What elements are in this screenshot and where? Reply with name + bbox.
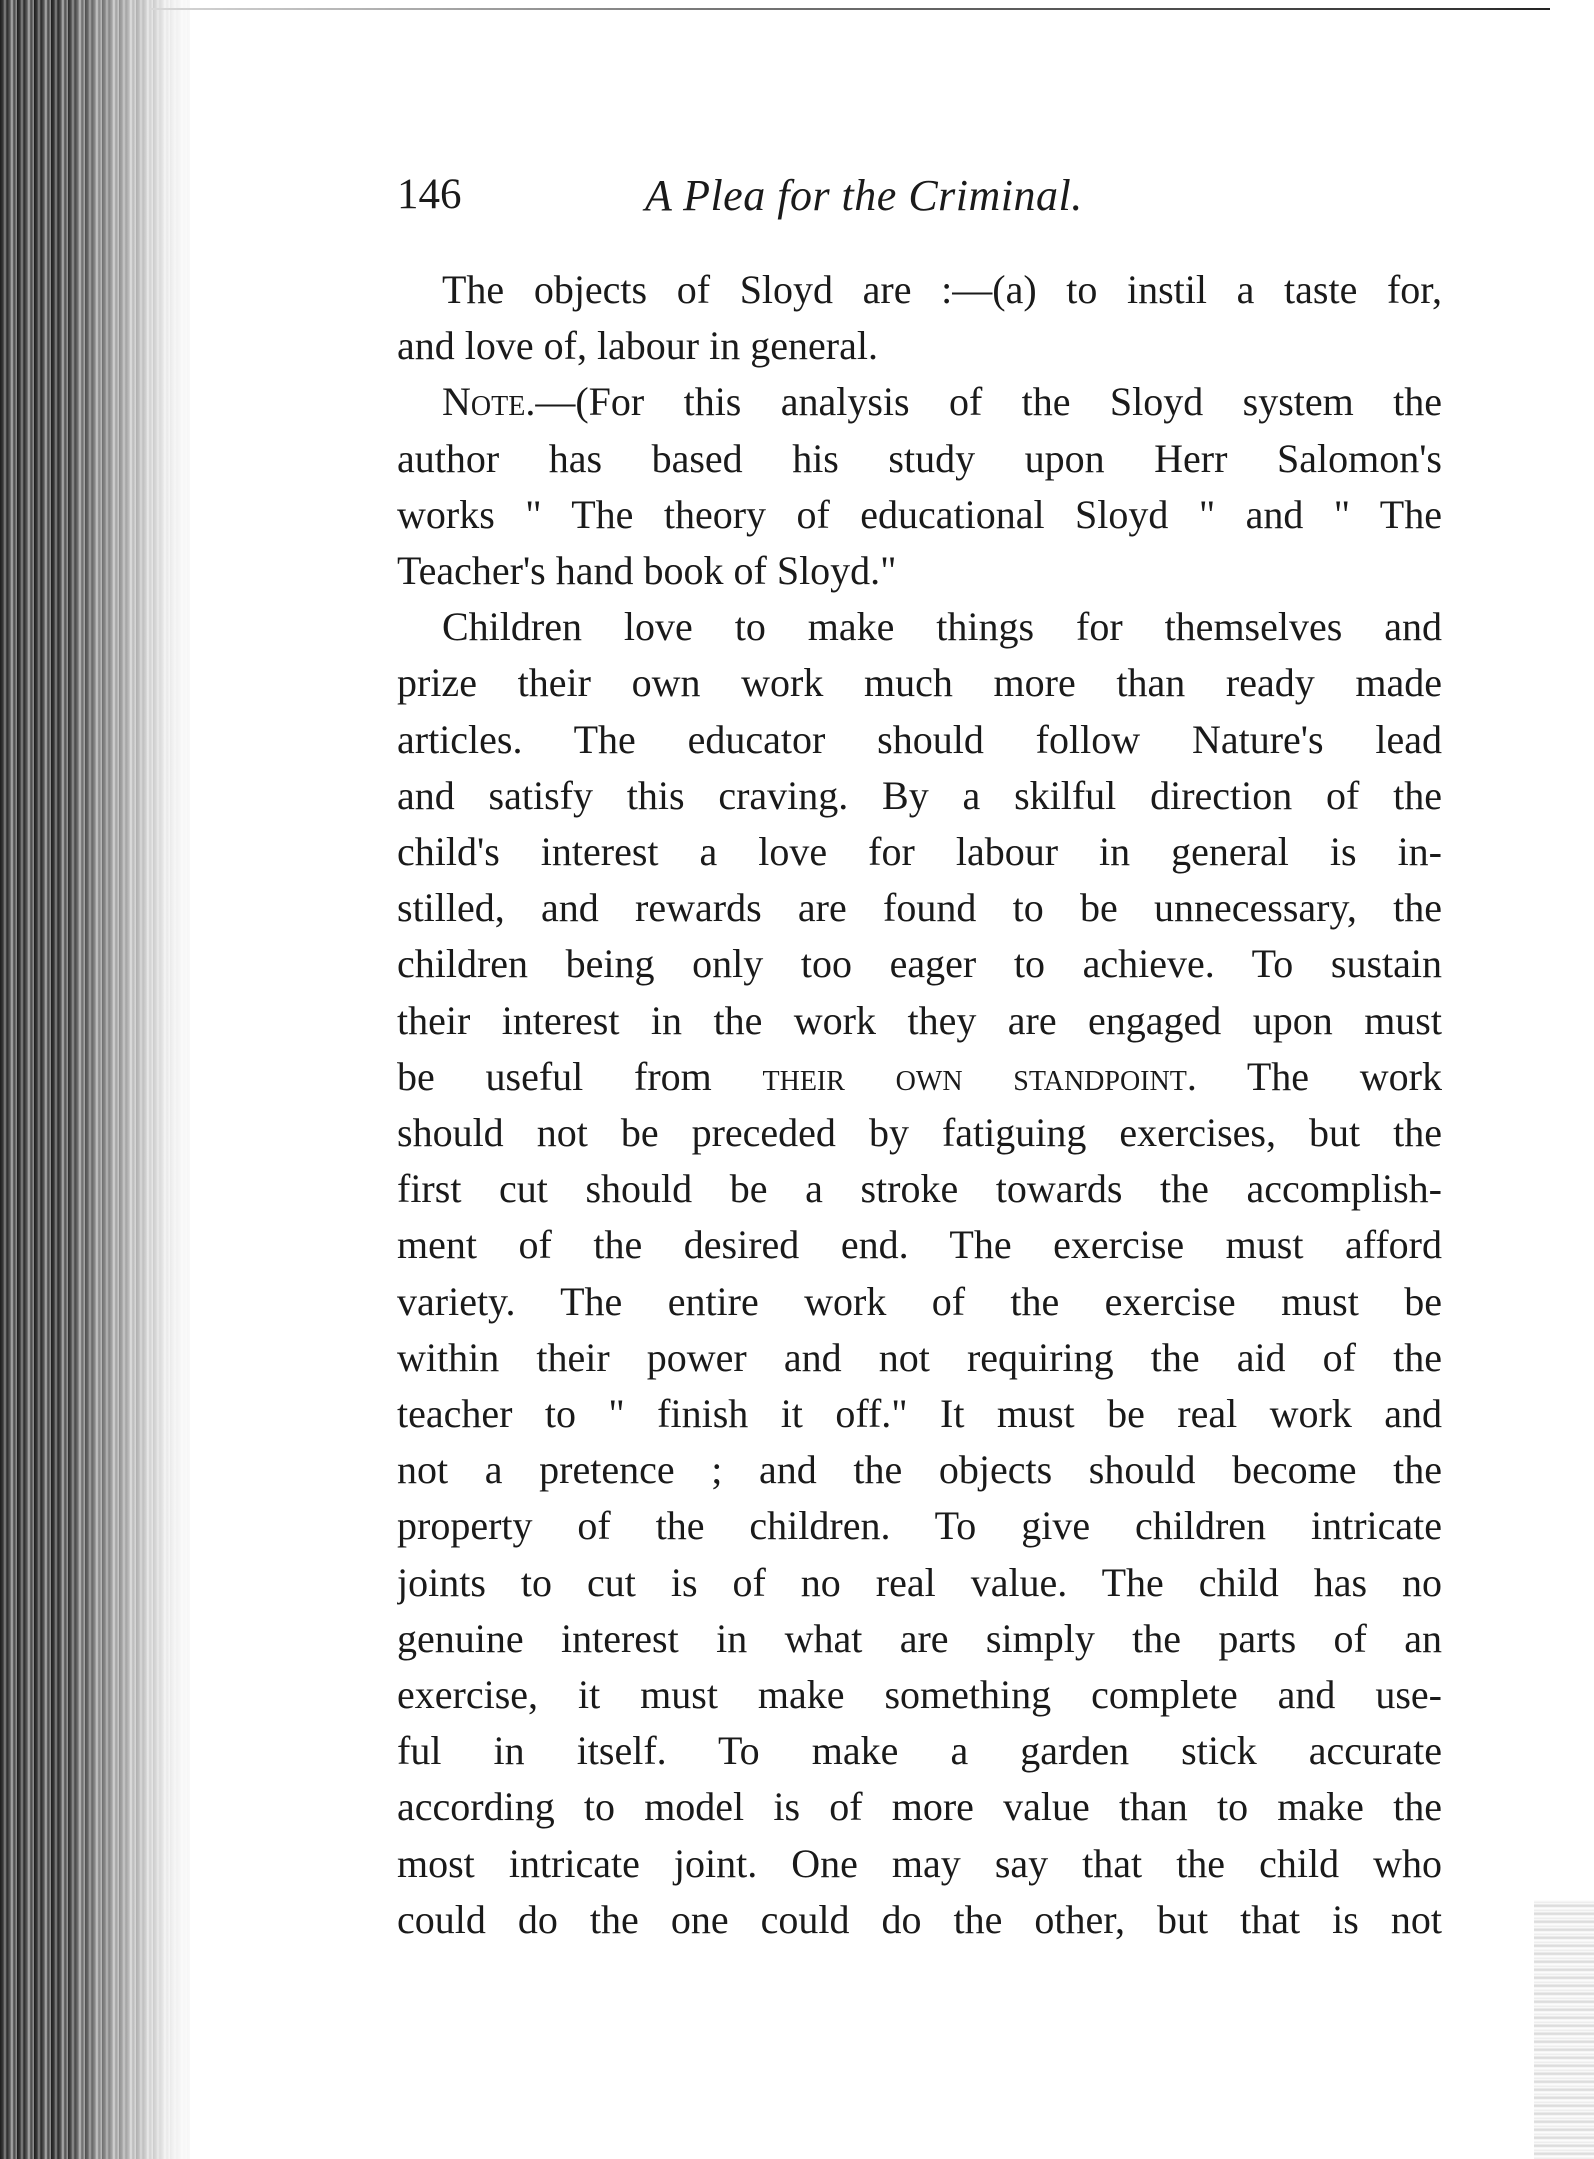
text-line: author has based his study upon Herr Salomon's xyxy=(397,435,1442,481)
body-text xyxy=(397,262,1442,1948)
text-line: ful in itself. To make a garden stick accurate xyxy=(397,1728,1442,1774)
text-line: most intricate joint. One may say that the child who xyxy=(397,1840,1442,1886)
paragraph-note xyxy=(397,374,1442,599)
standpoint-smallcaps: their own standpoint xyxy=(762,1053,1187,1099)
text-line: genuine interest in what are simply the parts of an xyxy=(397,1615,1442,1661)
text-line: children being only too eager to achieve. To sustain xyxy=(397,941,1442,987)
text-line: and satisfy this craving. By a skilful direction of the xyxy=(397,772,1442,818)
page-header xyxy=(397,170,1442,240)
running-title: A Plea for the Criminal. xyxy=(645,171,1083,220)
text-line: child's interest a love for labour in general is in- xyxy=(397,829,1442,875)
page-top-edge xyxy=(150,8,1550,10)
book-page xyxy=(397,170,1442,1948)
text-line: should not be preceded by fatiguing exercises, but the xyxy=(397,1110,1442,1156)
text-line: The objects of Sloyd are :—(a) to instil a taste for, xyxy=(442,267,1442,312)
paragraph-objects xyxy=(397,262,1442,374)
text-line: property of the children. To give children intricate xyxy=(397,1503,1442,1549)
text-line: Teacher's hand book of Sloyd." xyxy=(397,548,897,594)
text-line: could do the one could do the other, but that is not xyxy=(397,1896,1442,1942)
note-smallcaps: Note xyxy=(442,379,526,425)
text-line: works " The theory of educational Sloyd " and " The xyxy=(397,491,1442,537)
text-line: within their power and not requiring the aid of the xyxy=(397,1334,1442,1380)
text-line-standpoint: be useful from their own standpoint. The work xyxy=(397,1053,1442,1099)
text-line: exercise, it must make something complete and use- xyxy=(397,1672,1442,1718)
text-line: not a pretence ; and the objects should become the xyxy=(397,1447,1442,1493)
text-line: articles. The educator should follow Nature's lead xyxy=(397,716,1442,762)
page-number: 146 xyxy=(397,171,462,218)
text-line: stilled, and rewards are found to be unnecessary, the xyxy=(397,885,1442,931)
text-line: their interest in the work they are engaged upon must xyxy=(397,997,1442,1043)
text-line-note: Note.—(For this analysis of the Sloyd system the xyxy=(442,379,1442,425)
binding-shadow xyxy=(60,0,200,2159)
text-line: first cut should be a stroke towards the accomplish- xyxy=(397,1166,1442,1212)
text-line: Children love to make things for themselves and xyxy=(442,604,1442,650)
text-line: and love of, labour in general. xyxy=(397,323,878,369)
paragraph-children xyxy=(397,599,1442,1948)
text-line: prize their own work much more than ready made xyxy=(397,660,1442,706)
page-corner-edge xyxy=(1534,1900,1594,2159)
text-line: variety. The entire work of the exercise must be xyxy=(397,1278,1442,1324)
text-line: joints to cut is of no real value. The child has no xyxy=(397,1559,1442,1605)
text-line: according to model is of more value than to make the xyxy=(397,1784,1442,1830)
text-line: teacher to " finish it off." It must be real work and xyxy=(397,1391,1442,1437)
text-line: ment of the desired end. The exercise must afford xyxy=(397,1222,1442,1268)
